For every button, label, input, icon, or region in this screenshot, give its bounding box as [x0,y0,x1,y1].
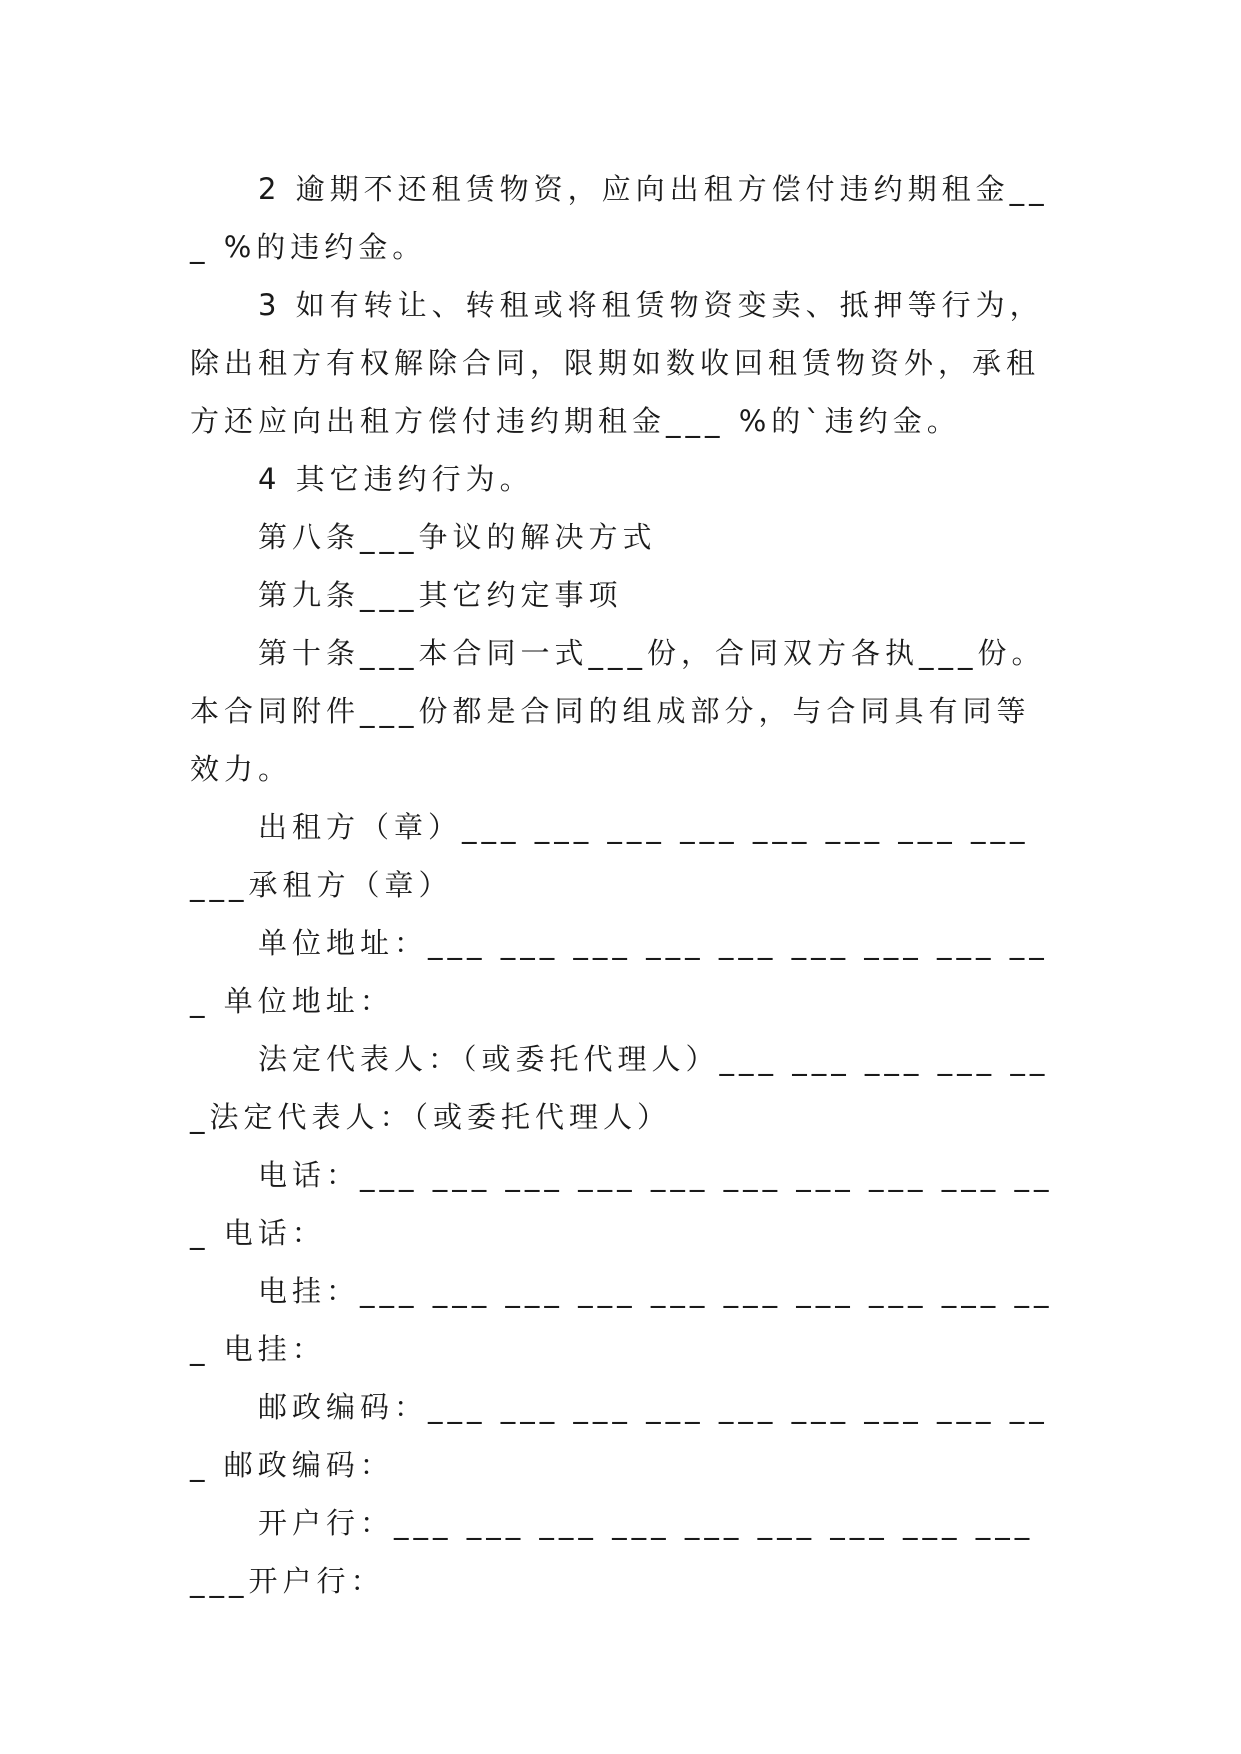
field-postal-code: 邮政编码：___ ___ ___ ___ ___ ___ ___ ___ ___ 邮政编码： [190,1390,1049,1482]
field-telephone: 电话：___ ___ ___ ___ ___ ___ ___ ___ ___ ___ 电话： [190,1158,1054,1250]
field-unit-address: 单位地址：___ ___ ___ ___ ___ ___ ___ ___ ___ 单位地址： [190,926,1049,1018]
field-bank: 开户行：___ ___ ___ ___ ___ ___ ___ ___ ___ ___开户行： [190,1506,1049,1598]
signature-lessor-lessee: 出租方（章）___ ___ ___ ___ ___ ___ ___ ___ ___承租方（章） [190,810,1044,902]
clause-overdue-return: 2 逾期不还租赁物资，应向出租方偿付违约期租金___ %的违约金。 [190,172,1049,264]
field-telegraph: 电挂：___ ___ ___ ___ ___ ___ ___ ___ ___ ___ 电挂： [190,1274,1054,1366]
article-10-copies: 第十条___本合同一式___份，合同双方各执___份。本合同附件___份都是合同的组成部分，与合同具有同等效力。 [190,636,1046,786]
clause-other-breach: 4 其它违约行为。 [258,462,534,496]
field-legal-representative: 法定代表人：（或委托代理人）___ ___ ___ ___ ___法定代表人：（或委托代理人） [190,1042,1050,1134]
document-page [190,160,1060,1610]
clause-transfer-sublease: 3 如有转让、转租或将租赁物资变卖、抵押等行为，除出租方有权解除合同，限期如数收回租赁物资外，承租方还应向出租方偿付违约期租金___ %的`违约金。 [190,288,1044,438]
article-9-other-agreements: 第九条___其它约定事项 [258,578,623,612]
article-8-dispute-resolution: 第八条___争议的解决方式 [258,520,657,554]
